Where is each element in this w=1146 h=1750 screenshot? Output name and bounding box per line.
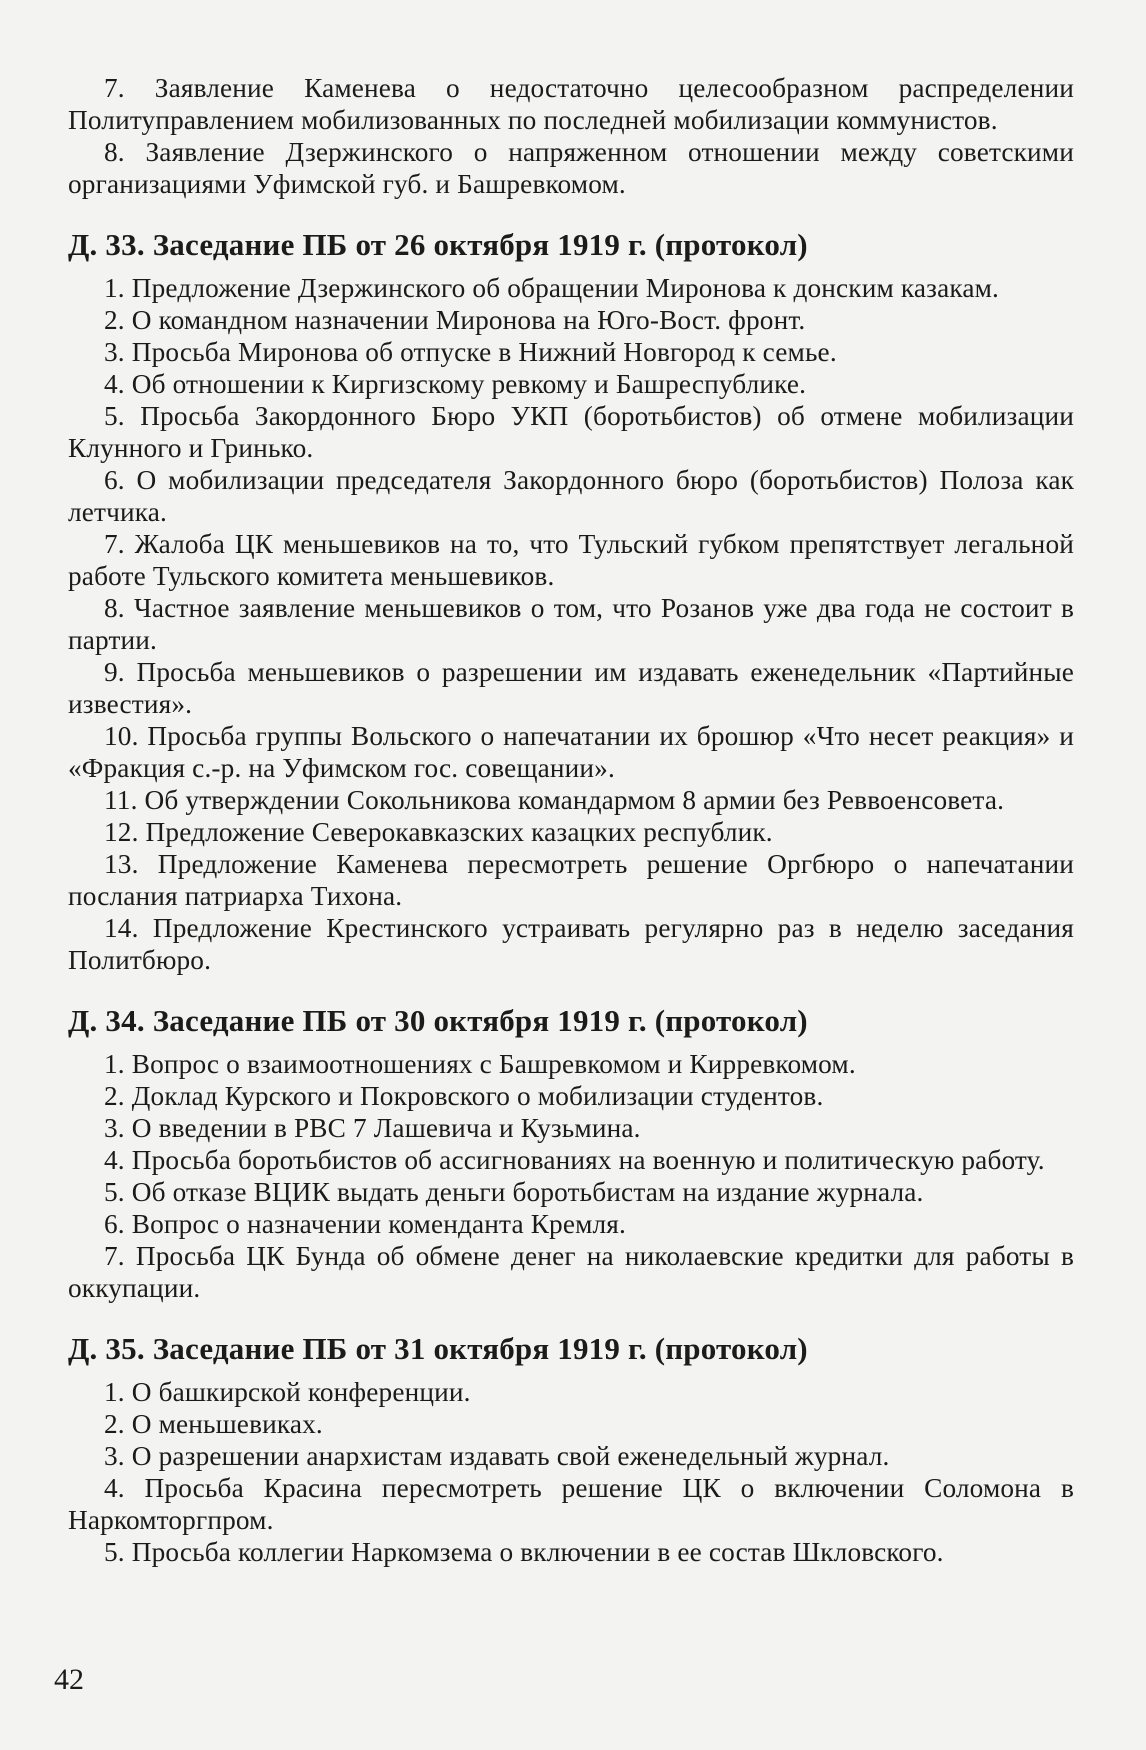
list-item: 1. Вопрос о взаимоотношениях с Башревкомом и Кирревкомом. — [104, 1049, 856, 1079]
list-item: 8. Заявление Дзержинского о напряженном отношении между советскими организациями Уфимской губ. и Башревкомом. — [68, 137, 1074, 199]
list-item: 7. Просьба ЦК Бунда об обмене денег на николаевские кредитки для работы в оккупации. — [68, 1241, 1074, 1303]
list-item: 2. Доклад Курского и Покровского о мобилизации студентов. — [104, 1081, 824, 1111]
list-item: 5. Просьба Закордонного Бюро УКП (боротьбистов) об отмене мобилизации Клунного и Гринько. — [68, 401, 1074, 463]
list-item: 3. Просьба Миронова об отпуске в Нижний Новгород к семье. — [104, 337, 837, 367]
list-item: 4. Об отношении к Киргизскому ревкому и Башреспублике. — [104, 369, 807, 399]
page-number: 42 — [54, 1663, 84, 1696]
list-item: 8. Частное заявление меньшевиков о том, что Розанов уже два года не состоит в партии. — [68, 593, 1074, 655]
list-item: 2. О меньшевиках. — [104, 1409, 323, 1439]
section-heading-34: Д. 34. Заседание ПБ от 30 октября 1919 г. (протокол) — [68, 1003, 808, 1038]
list-item: 4. Просьба Красина пересмотреть решение ЦК о включении Соломона в Наркомторгпром. — [68, 1473, 1074, 1535]
list-item: 3. О разрешении анархистам издавать свой еженедельный журнал. — [104, 1441, 890, 1471]
list-item: 12. Предложение Северокавказских казацких республик. — [104, 817, 773, 847]
list-item: 4. Просьба боротьбистов об ассигнованиях на военную и политическую работу. — [104, 1145, 1045, 1175]
list-item: 5. Просьба коллегии Наркомзема о включении в ее состав Шкловского. — [104, 1537, 944, 1567]
list-item: 1. Предложение Дзержинского об обращении Миронова к донским казакам. — [104, 273, 1000, 303]
list-item: 6. О мобилизации председателя Закордонного бюро (боротьбистов) Полоза как летчика. — [68, 465, 1074, 527]
list-item: 6. Вопрос о назначении коменданта Кремля. — [104, 1209, 626, 1239]
section-heading-35: Д. 35. Заседание ПБ от 31 октября 1919 г. (протокол) — [68, 1331, 808, 1366]
list-item: 14. Предложение Крестинского устраивать регулярно раз в неделю заседания Политбюро. — [68, 913, 1074, 975]
list-item: 10. Просьба группы Вольского о напечатании их брошюр «Что несет реакция» и «Фракция с.-р. на Уфимском гос. совещании». — [68, 721, 1074, 783]
list-item: 7. Жалоба ЦК меньшевиков на то, что Тульский губком препятствует легальной работе Тульского комитета меньшевиков. — [68, 529, 1074, 591]
list-item: 1. О башкирской конференции. — [104, 1377, 471, 1407]
list-item: 9. Просьба меньшевиков о разрешении им издавать еженедельник «Партийные известия». — [68, 657, 1074, 719]
list-item: 3. О введении в РВС 7 Лашевича и Кузьмина. — [104, 1113, 641, 1143]
list-item: 2. О командном назначении Миронова на Юго-Вост. фронт. — [104, 305, 806, 335]
list-item: 11. Об утверждении Сокольникова командармом 8 армии без Реввоенсовета. — [104, 785, 1005, 815]
list-item: 7. Заявление Каменева о недостаточно целесообразном распределении Политуправлением мобилизованных по последней мобилизации коммунистов. — [68, 73, 1074, 135]
document-body — [68, 72, 1074, 1568]
section-heading-33: Д. 33. Заседание ПБ от 26 октября 1919 г. (протокол) — [68, 227, 808, 262]
list-item: 13. Предложение Каменева пересмотреть решение Оргбюро о напечатании послания патриарха Тихона. — [68, 849, 1074, 911]
list-item: 5. Об отказе ВЦИК выдать деньги боротьбистам на издание журнала. — [104, 1177, 924, 1207]
